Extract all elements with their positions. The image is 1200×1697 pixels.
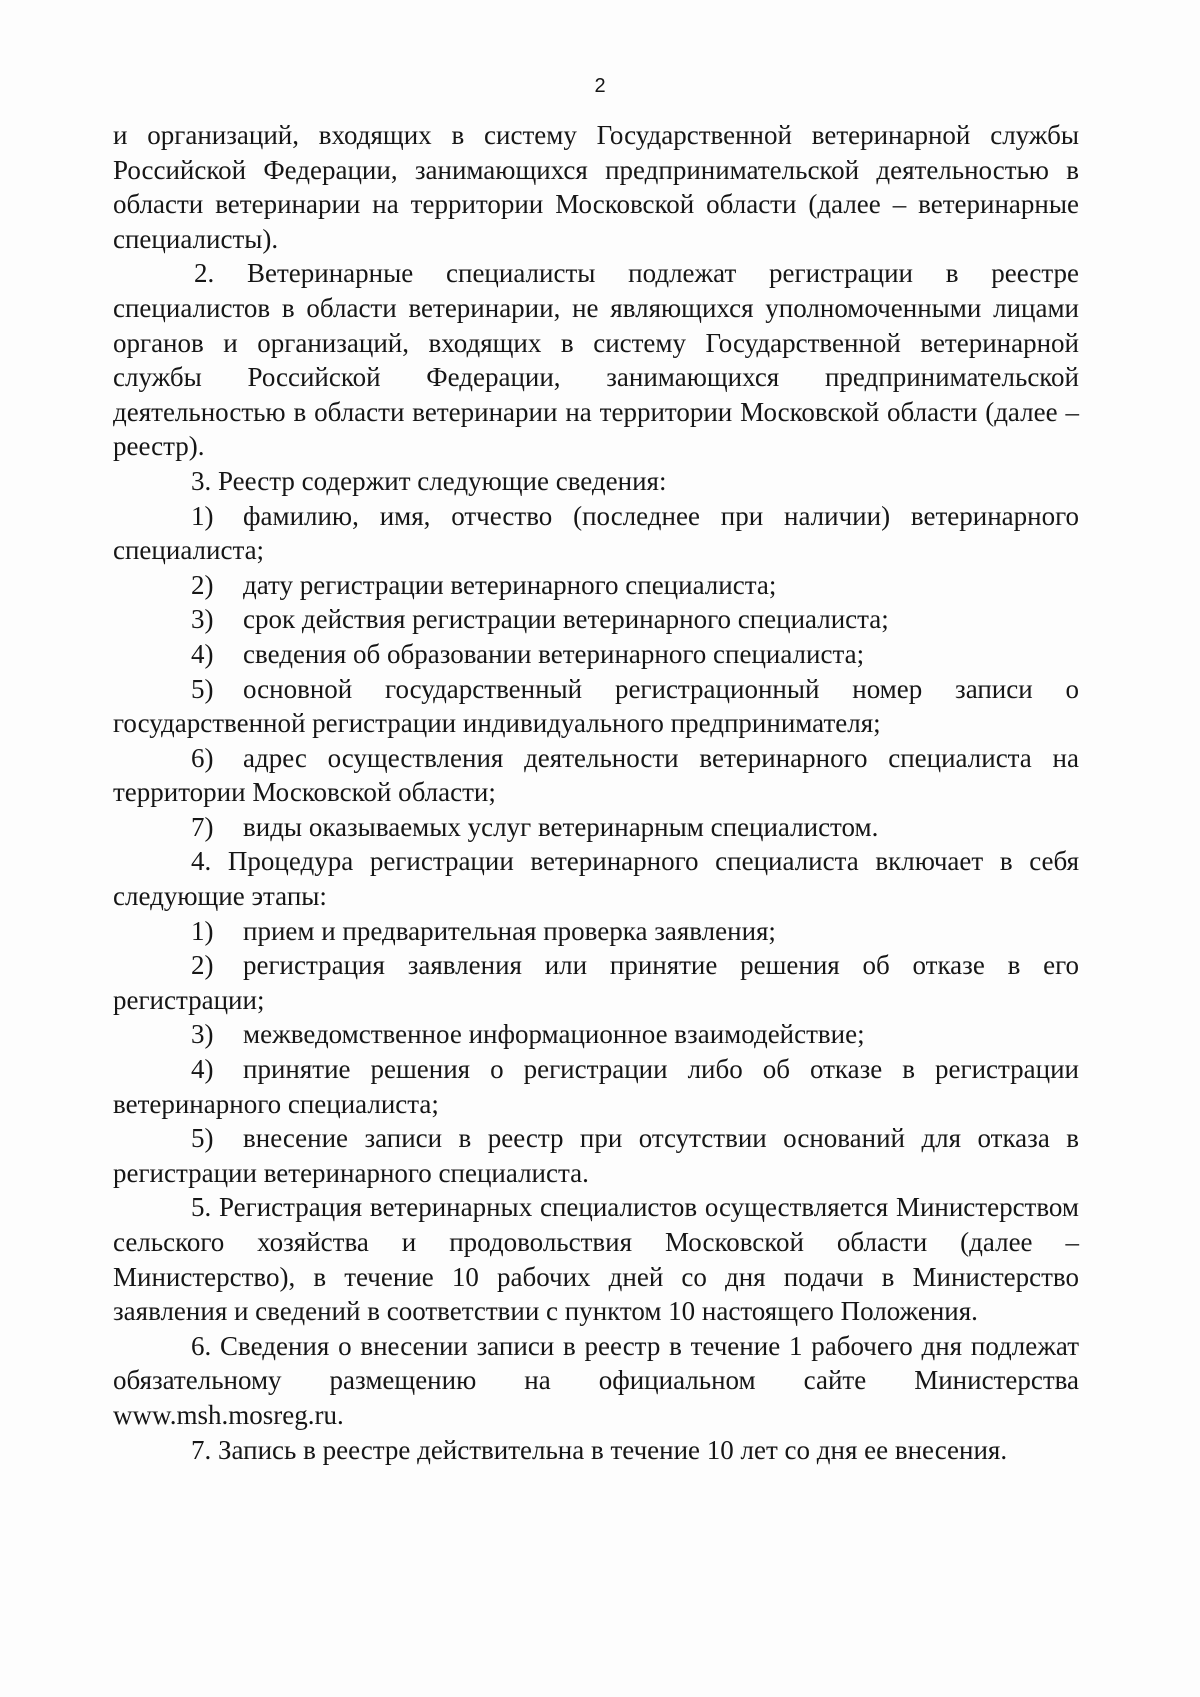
registry-item-2: 2) дату регистрации ветеринарного специалиста; xyxy=(191,569,777,600)
registry-item-7: 7) виды оказываемых услуг ветеринарным специалистом. xyxy=(191,811,879,842)
document-body xyxy=(113,118,1079,1467)
registry-item-1: 1) фамилию, имя, отчество (последнее при наличии) ветеринарного специалиста; xyxy=(113,500,1079,566)
paragraph-5: 5. Регистрация ветеринарных специалистов осуществляется Министерством сельского хозяйства и продовольствия Московской области (далее – Министерство), в течение 10 рабочих дней со дня подачи в Министерство заявления и сведений в соответствии с пунктом 10 настоящего Положения. xyxy=(113,1192,1079,1327)
procedure-step-3: 3) межведомственное информационное взаимодействие; xyxy=(191,1019,865,1050)
paragraph-6: 6. Сведения о внесении записи в реестр в течение 1 рабочего дня подлежат обязательному размещению на официальном сайте Министерства www.msh.mosreg.ru. xyxy=(113,1330,1079,1430)
procedure-step-2: 2) регистрация заявления или принятие решения об отказе в его регистрации; xyxy=(113,950,1079,1015)
paragraph-2: 2. Ветеринарные специалисты подлежат регистрации в реестре специалистов в области ветеринарии, не являющихся уполномоченными лицами органов и организаций, входящих в систему Государственной ветеринарной службы Российской Федерации, занимающихся предпринимательской деятельностью в области ветеринарии на территории Московской области (далее – реестр). xyxy=(113,258,1079,462)
registry-item-3: 3) срок действия регистрации ветеринарного специалиста; xyxy=(191,604,889,635)
paragraph-4: 4. Процедура регистрации ветеринарного специалиста включает в себя следующие этапы: xyxy=(113,846,1079,912)
paragraph-continuation: и организаций, входящих в систему Государственной ветеринарной службы Российской Федерации, занимающихся предпринимательской деятельностью в области ветеринарии на территории Московской области (далее – ветеринарные специалисты). xyxy=(113,120,1079,254)
paragraph-7: 7. Запись в реестре действительна в течение 10 лет со дня ее внесения. xyxy=(191,1434,1008,1465)
paragraph-3: 3. Реестр содержит следующие сведения: xyxy=(191,465,667,496)
page-number: 2 xyxy=(594,75,606,97)
registry-item-5: 5) основной государственный регистрационный номер записи о государственной регистрации индивидуального предпринимателя; xyxy=(113,673,1079,739)
procedure-step-1: 1) прием и предварительная проверка заявления; xyxy=(191,915,776,946)
procedure-step-5: 5) внесение записи в реестр при отсутствии оснований для отказа в регистрации ветеринарного специалиста. xyxy=(113,1123,1079,1188)
procedure-step-4: 4) принятие решения о регистрации либо об отказе в регистрации ветеринарного специалиста; xyxy=(113,1054,1079,1119)
registry-item-4: 4) сведения об образовании ветеринарного специалиста; xyxy=(191,638,865,669)
registry-item-6: 6) адрес осуществления деятельности ветеринарного специалиста на территории Московской области; xyxy=(113,742,1079,808)
